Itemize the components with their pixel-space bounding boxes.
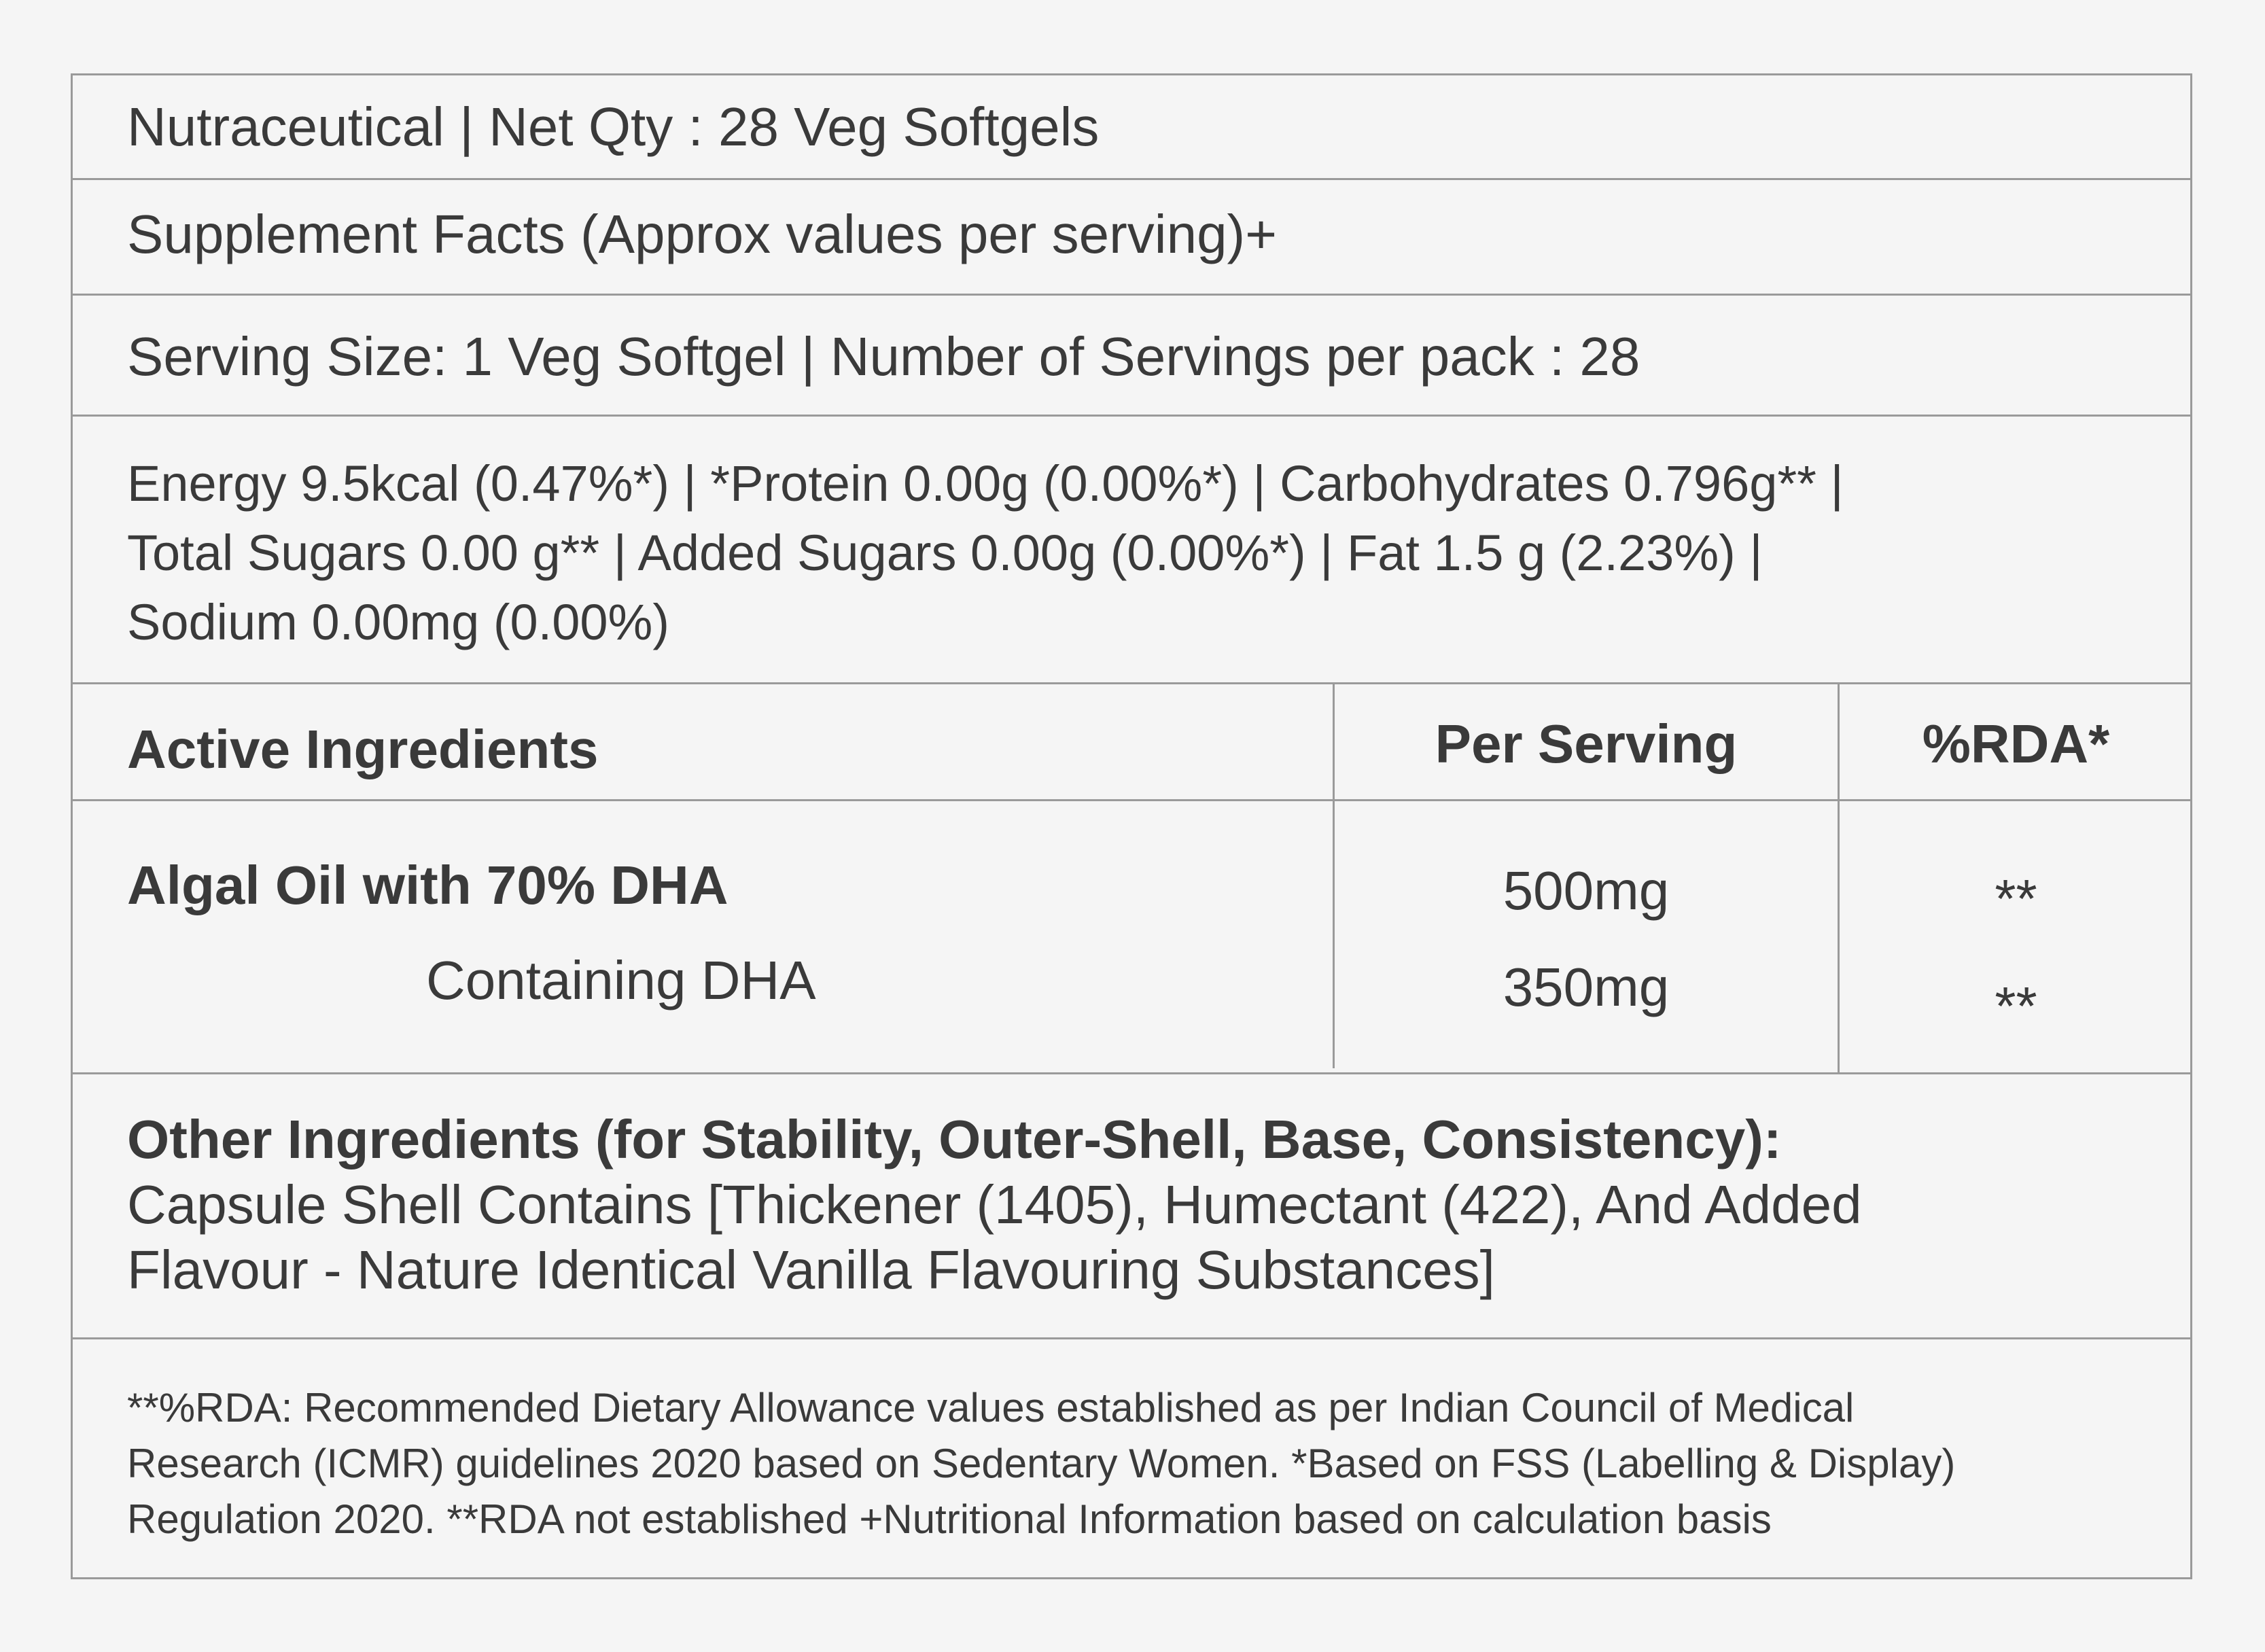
supplement-facts-label [71, 73, 2192, 1579]
active-table-body-row [73, 801, 2190, 1074]
facts-title-row [73, 180, 2190, 296]
other-ingredients-line-2: Flavour - Nature Identical Vanilla Flavouring Substances] [127, 1240, 1495, 1300]
serving-size-text: Serving Size: 1 Veg Softgel | Number of Servings per pack : 28 [127, 326, 1640, 387]
table-divider-1 [1333, 801, 1335, 1068]
ingredient-name-algal-oil: Algal Oil with 70% DHA [127, 855, 728, 915]
footnote-line-1: **%RDA: Recommended Dietary Allowance values established as per Indian Council of Medical [127, 1385, 1855, 1430]
active-table-header-row [73, 684, 2190, 801]
footnote-line-2: Research (ICMR) guidelines 2020 based on Sedentary Women. *Based on FSS (Labelling & Display) [127, 1441, 1956, 1486]
supplement-facts-title: Supplement Facts (Approx values per serving)+ [127, 204, 1277, 264]
footnote-row [73, 1339, 2190, 1577]
nutrition-line-2: Total Sugars 0.00 g** | Added Sugars 0.00g (0.00%*) | Fat 1.5 g (2.23%) | [127, 525, 1763, 581]
col-header-active-ingredients: Active Ingredients [127, 719, 599, 779]
ingredient-name-dha: Containing DHA [426, 950, 816, 1010]
category-net-qty-text: Nutraceutical | Net Qty : 28 Veg Softgels [127, 96, 1100, 157]
per-serving-dha: 350mg [1503, 957, 1670, 1017]
other-ingredients-heading: Other Ingredients (for Stability, Outer-Shell, Base, Consistency): [127, 1109, 1782, 1170]
footnote-line-3: Regulation 2020. **RDA not established +Nutritional Information based on calculation basis [127, 1496, 1772, 1542]
rda-dha: ** [1995, 976, 2037, 1036]
nutrition-line-3: Sodium 0.00mg (0.00%) [127, 594, 669, 650]
rda-algal-oil: ** [1995, 868, 2037, 929]
nutrition-row [73, 417, 2190, 684]
col-header-per-serving: Per Serving [1435, 714, 1738, 774]
net-qty-row [73, 75, 2190, 180]
col-header-rda: %RDA* [1922, 714, 2110, 774]
per-serving-algal-oil: 500mg [1503, 860, 1670, 921]
other-ingredients-row [73, 1074, 2190, 1339]
serving-size-row [73, 296, 2190, 417]
nutrition-line-1: Energy 9.5kcal (0.47%*) | *Protein 0.00g (0.00%*) | Carbohydrates 0.796g** | [127, 455, 1844, 512]
other-ingredients-line-1: Capsule Shell Contains [Thickener (1405), Humectant (422), And Added [127, 1174, 1862, 1235]
